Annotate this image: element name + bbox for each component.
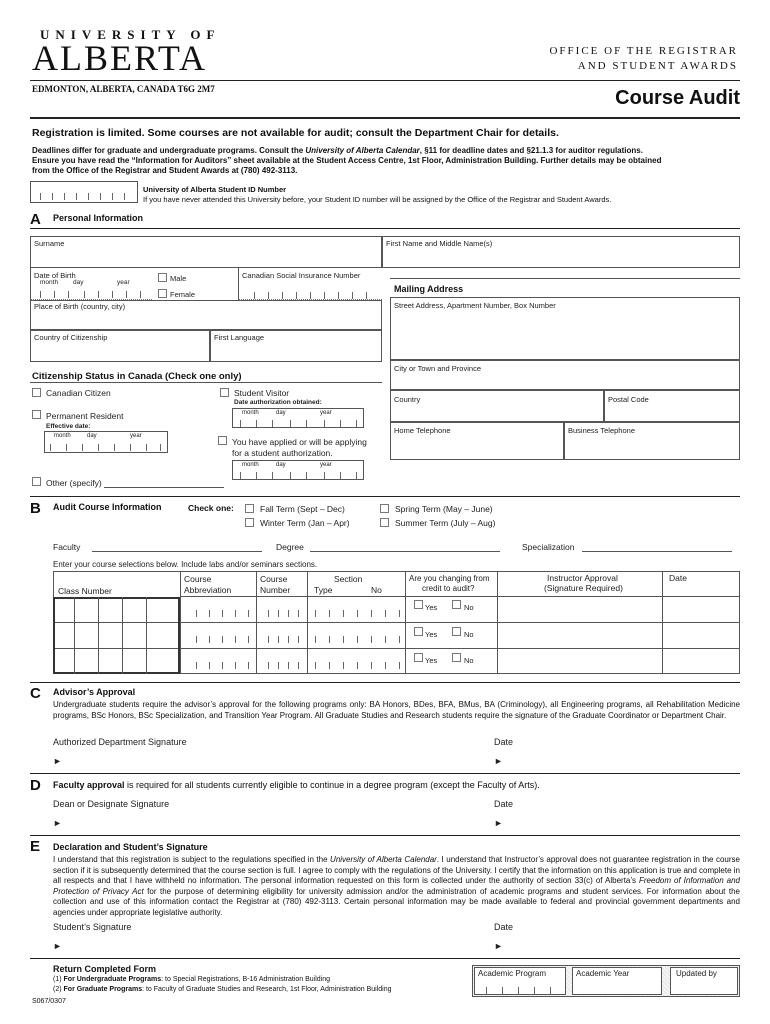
row2-yes-label: Yes bbox=[425, 630, 438, 639]
row3-yes-label: Yes bbox=[425, 656, 438, 665]
effective-year: year bbox=[130, 433, 142, 439]
student-id-ticks bbox=[40, 192, 128, 200]
return-form-heading: Return Completed Form bbox=[53, 964, 157, 974]
dob-month: month bbox=[40, 279, 59, 286]
effective-ticks bbox=[50, 443, 160, 451]
sin-ticks bbox=[254, 291, 366, 299]
student-visitor-checkbox[interactable] bbox=[220, 388, 229, 397]
row1-yes-label: Yes bbox=[425, 603, 438, 612]
auth-obtained-label: Date authorization obtained: bbox=[234, 399, 322, 406]
place-of-birth-label: Place of Birth (country, city) bbox=[34, 302, 126, 311]
specialization-label: Specialization bbox=[522, 542, 575, 552]
section-a-title: Personal Information bbox=[53, 213, 144, 223]
academic-year-label: Academic Year bbox=[576, 969, 630, 978]
section-d-text: Faculty approval is required for all students currently eligible to continue in a degree program (except the Faculty of Arts). bbox=[53, 780, 540, 790]
row3-section-ticks[interactable] bbox=[315, 661, 399, 669]
row2-no-checkbox[interactable] bbox=[452, 627, 461, 636]
section-c-text: Undergraduate students require the advisor’s approval for the following programs only: BA Honors, BDes, BFA, BMus, BA (Criminology), all Engineering programs, all Rehabilitation Medicine programs, BSc Honors, BSc Specialization, and Transition Year Program. All Graduate Studies and Research students require the signature of the Graduate Coordinator or Department Chair. bbox=[53, 700, 740, 720]
row2-num-ticks[interactable] bbox=[268, 635, 298, 643]
section-a-letter: A bbox=[30, 211, 41, 228]
other-checkbox[interactable] bbox=[32, 477, 41, 486]
row1-no-checkbox[interactable] bbox=[452, 600, 461, 609]
title-rule bbox=[30, 117, 740, 119]
row3-no-checkbox[interactable] bbox=[452, 653, 461, 662]
row-div-1 bbox=[180, 596, 740, 597]
section-c-title: Advisor’s Approval bbox=[53, 687, 136, 697]
street-address-label: Street Address, Apartment Number, Box Number bbox=[394, 301, 556, 310]
advisor-date-label: Date bbox=[494, 737, 514, 747]
footer-top-rule bbox=[30, 958, 740, 959]
permanent-resident-checkbox[interactable] bbox=[32, 410, 41, 419]
academic-program-ticks bbox=[486, 986, 550, 994]
university-name-line1: UNIVERSITY OF bbox=[40, 27, 221, 42]
section-d-top-rule bbox=[30, 773, 740, 774]
section-b-letter: B bbox=[30, 500, 41, 517]
student-visitor-label: Student Visitor bbox=[234, 388, 290, 398]
row1-section-ticks[interactable] bbox=[315, 609, 399, 617]
course-num-header-2: Number bbox=[260, 585, 291, 595]
changing-header-2: credit to audit? bbox=[422, 584, 475, 593]
form-title: Course Audit bbox=[615, 87, 740, 109]
type-header: Type bbox=[314, 585, 333, 595]
instructor-header-1: Instructor Approval bbox=[547, 573, 618, 583]
country-field[interactable] bbox=[390, 390, 604, 422]
effective-day: day bbox=[87, 433, 97, 439]
applied-label-1: You have applied or will be applying bbox=[232, 437, 367, 447]
sin-label: Canadian Social Insurance Number bbox=[242, 271, 361, 280]
first-names-label: First Name and Middle Name(s) bbox=[386, 239, 493, 248]
office-line1: OFFICE OF THE REGISTRAR bbox=[549, 45, 738, 57]
dean-signature-arrow[interactable]: ► bbox=[53, 818, 62, 828]
section-e-letter: E bbox=[30, 838, 41, 855]
citizenship-status-heading: Citizenship Status in Canada (Check one only) bbox=[32, 371, 242, 382]
student-id-note: If you have never attended this University before, your Student ID number will be assigned by the Office of the Registrar and Student Awards. bbox=[143, 195, 612, 204]
canadian-citizen-checkbox[interactable] bbox=[32, 388, 41, 397]
applied-day: day bbox=[276, 462, 286, 468]
postal-code-label: Postal Code bbox=[608, 395, 649, 404]
row1-no-label: No bbox=[464, 603, 474, 612]
canadian-citizen-label: Canadian Citizen bbox=[46, 388, 111, 398]
country-of-citizenship-label: Country of Citizenship bbox=[34, 333, 108, 342]
changing-header-1: Are you changing from bbox=[409, 574, 490, 583]
course-abbr-header-2: Abbreviation bbox=[184, 585, 232, 595]
specialization-line[interactable] bbox=[582, 551, 732, 552]
student-date-label: Date bbox=[494, 922, 514, 932]
surname-field[interactable] bbox=[30, 236, 382, 268]
city-label: City or Town and Province bbox=[394, 364, 481, 373]
fall-term-checkbox[interactable] bbox=[245, 504, 254, 513]
faculty-line[interactable] bbox=[92, 551, 262, 552]
dob-label: Date of Birth bbox=[34, 271, 76, 280]
dob-day: day bbox=[73, 279, 84, 286]
course-num-header-1: Course bbox=[260, 574, 288, 584]
citizenship-rule bbox=[30, 382, 382, 383]
section-e-title: Declaration and Student’s Signature bbox=[53, 842, 208, 852]
dob-year: year bbox=[117, 279, 130, 286]
applied-label-2: for a student authorization. bbox=[232, 448, 333, 458]
spring-term-label: Spring Term (May – June) bbox=[395, 504, 493, 514]
auth-day: day bbox=[276, 410, 286, 416]
form-code: S067/0307 bbox=[32, 998, 66, 1005]
row2-yes-checkbox[interactable] bbox=[414, 627, 423, 636]
intro-line2: Ensure you have read the “Information for Auditors” sheet available at the Student Access Centre, 1st Floor, Administration Building. Further details may be obtained bbox=[32, 156, 662, 165]
intro-line3: from the Office of the Registrar and Student Awards at (780) 492-3113. bbox=[32, 166, 298, 175]
row1-num-ticks[interactable] bbox=[268, 609, 298, 617]
winter-term-label: Winter Term (Jan – Apr) bbox=[260, 518, 350, 528]
return-line-2: (2) For Graduate Programs: to Faculty of Graduate Studies and Research, 1st Floor, Administration Building bbox=[53, 986, 392, 993]
section-a-rule bbox=[30, 228, 740, 229]
dean-date-arrow[interactable]: ► bbox=[494, 818, 503, 828]
course-abbr-header-1: Course bbox=[184, 574, 212, 584]
section-c-top-rule bbox=[30, 682, 740, 683]
mailing-address-heading: Mailing Address bbox=[394, 284, 464, 294]
advisor-signature-arrow[interactable]: ► bbox=[53, 756, 62, 766]
mailing-top-rule bbox=[390, 278, 740, 279]
row2-section-ticks[interactable] bbox=[315, 635, 399, 643]
no-header: No bbox=[371, 585, 382, 595]
row1-abbr-ticks[interactable] bbox=[196, 609, 248, 617]
other-specify-line[interactable] bbox=[104, 487, 224, 488]
section-d-letter: D bbox=[30, 777, 41, 794]
row3-num-ticks[interactable] bbox=[268, 661, 298, 669]
country-label: Country bbox=[394, 395, 421, 404]
home-telephone-label: Home Telephone bbox=[394, 426, 451, 435]
other-label: Other (specify) bbox=[46, 478, 102, 488]
academic-program-label: Academic Program bbox=[478, 969, 547, 978]
fall-term-label: Fall Term (Sept – Dec) bbox=[260, 504, 345, 514]
section-e-text: I understand that this registration is subject to the regulations specified in the University of Alberta Calendar. I understand that Instructor’s approval does not guarantee registration in the course section if it is subsequently determined that the course section is full. I agree to comply with the regulations of the University. I certify that the information on this application is true and complete in all respects and that I have withheld no information. The personal information requested on this form is collected under the authority of section 33(c) of Alberta’s Freedom of Information and Protection of Privacy Act for the purpose of determining eligibility for university admission and/or the administration of academic programs and student services. For information about the collection and use of this information contact the Registrar at (780) 492-3113. Certain personal information may be made available to federal and provincial government departments and agencies under appropriate legislative authority. bbox=[53, 855, 740, 917]
business-telephone-label: Business Telephone bbox=[568, 426, 635, 435]
university-name-line2: ALBERTA bbox=[32, 38, 207, 78]
faculty-label: Faculty bbox=[53, 542, 81, 552]
row2-no-label: No bbox=[464, 630, 474, 639]
office-line2: AND STUDENT AWARDS bbox=[577, 60, 738, 72]
row3-no-label: No bbox=[464, 656, 474, 665]
row3-yes-checkbox[interactable] bbox=[414, 653, 423, 662]
winter-term-checkbox[interactable] bbox=[245, 518, 254, 527]
row2-abbr-ticks[interactable] bbox=[196, 635, 248, 643]
student-signature-label: Student’s Signature bbox=[53, 922, 132, 932]
surname-label: Surname bbox=[34, 239, 65, 248]
instructor-header-2: (Signature Required) bbox=[544, 583, 623, 593]
grid-v2 bbox=[98, 597, 99, 674]
updated-by-label: Updated by bbox=[676, 969, 717, 978]
spring-term-checkbox[interactable] bbox=[380, 504, 389, 513]
intro-line1: Deadlines differ for graduate and undergraduate programs. Consult the University of Alberta Calendar, §11 for deadline dates and §21.1.3 for auditor regulations. bbox=[32, 146, 643, 155]
applied-ticks bbox=[240, 471, 356, 479]
degree-label: Degree bbox=[276, 542, 304, 552]
effective-month: month bbox=[54, 433, 71, 439]
check-one-label: Check one: bbox=[188, 503, 234, 513]
female-label: Female bbox=[170, 290, 196, 299]
section-b-title: Audit Course Information bbox=[53, 502, 162, 512]
date-header: Date bbox=[669, 573, 687, 583]
auth-month: month bbox=[242, 410, 259, 416]
male-label: Male bbox=[170, 274, 187, 283]
permanent-resident-label: Permanent Resident bbox=[46, 411, 124, 421]
student-id-label: University of Alberta Student ID Number bbox=[143, 185, 287, 194]
dob-ticks bbox=[40, 290, 140, 298]
applied-checkbox[interactable] bbox=[218, 436, 227, 445]
intro-headline: Registration is limited. Some courses are not available for audit; consult the Department Chair for details. bbox=[32, 127, 559, 139]
advisor-date-arrow[interactable]: ► bbox=[494, 756, 503, 766]
summer-term-label: Summer Term (July – Aug) bbox=[395, 518, 496, 528]
class-number-grid[interactable] bbox=[53, 597, 180, 674]
university-address: EDMONTON, ALBERTA, CANADA T6G 2M7 bbox=[32, 84, 215, 94]
dean-signature-label: Dean or Designate Signature bbox=[53, 799, 170, 809]
first-language-label: First Language bbox=[214, 333, 265, 342]
male-checkbox[interactable] bbox=[158, 273, 167, 282]
auth-year: year bbox=[320, 410, 332, 416]
header-rule bbox=[30, 80, 740, 81]
auth-ticks bbox=[240, 419, 356, 427]
summer-term-checkbox[interactable] bbox=[380, 518, 389, 527]
enter-courses-instruction: Enter your course selections below. Include labs and/or seminars sections. bbox=[53, 560, 318, 569]
effective-date-label: Effective date: bbox=[46, 423, 91, 430]
student-signature-arrow[interactable]: ► bbox=[53, 941, 62, 951]
applied-year: year bbox=[320, 462, 332, 468]
row3-abbr-ticks[interactable] bbox=[196, 661, 248, 669]
dean-date-label: Date bbox=[494, 799, 514, 809]
class-number-header: Class Number bbox=[58, 586, 112, 596]
grid-v3 bbox=[122, 597, 123, 674]
row1-yes-checkbox[interactable] bbox=[414, 600, 423, 609]
advisor-signature-label: Authorized Department Signature bbox=[53, 737, 187, 747]
degree-line[interactable] bbox=[310, 551, 500, 552]
student-date-arrow[interactable]: ► bbox=[494, 941, 503, 951]
applied-month: month bbox=[242, 462, 259, 468]
grid-v1 bbox=[74, 597, 75, 674]
grid-v4 bbox=[146, 597, 147, 674]
female-checkbox[interactable] bbox=[158, 289, 167, 298]
section-b-top-rule bbox=[30, 496, 740, 497]
section-header: Section bbox=[334, 574, 363, 584]
section-e-top-rule bbox=[30, 835, 740, 836]
return-line-1: (1) For Undergraduate Programs: to Special Registrations, B-16 Administration Building bbox=[53, 976, 331, 983]
section-c-letter: C bbox=[30, 685, 41, 702]
